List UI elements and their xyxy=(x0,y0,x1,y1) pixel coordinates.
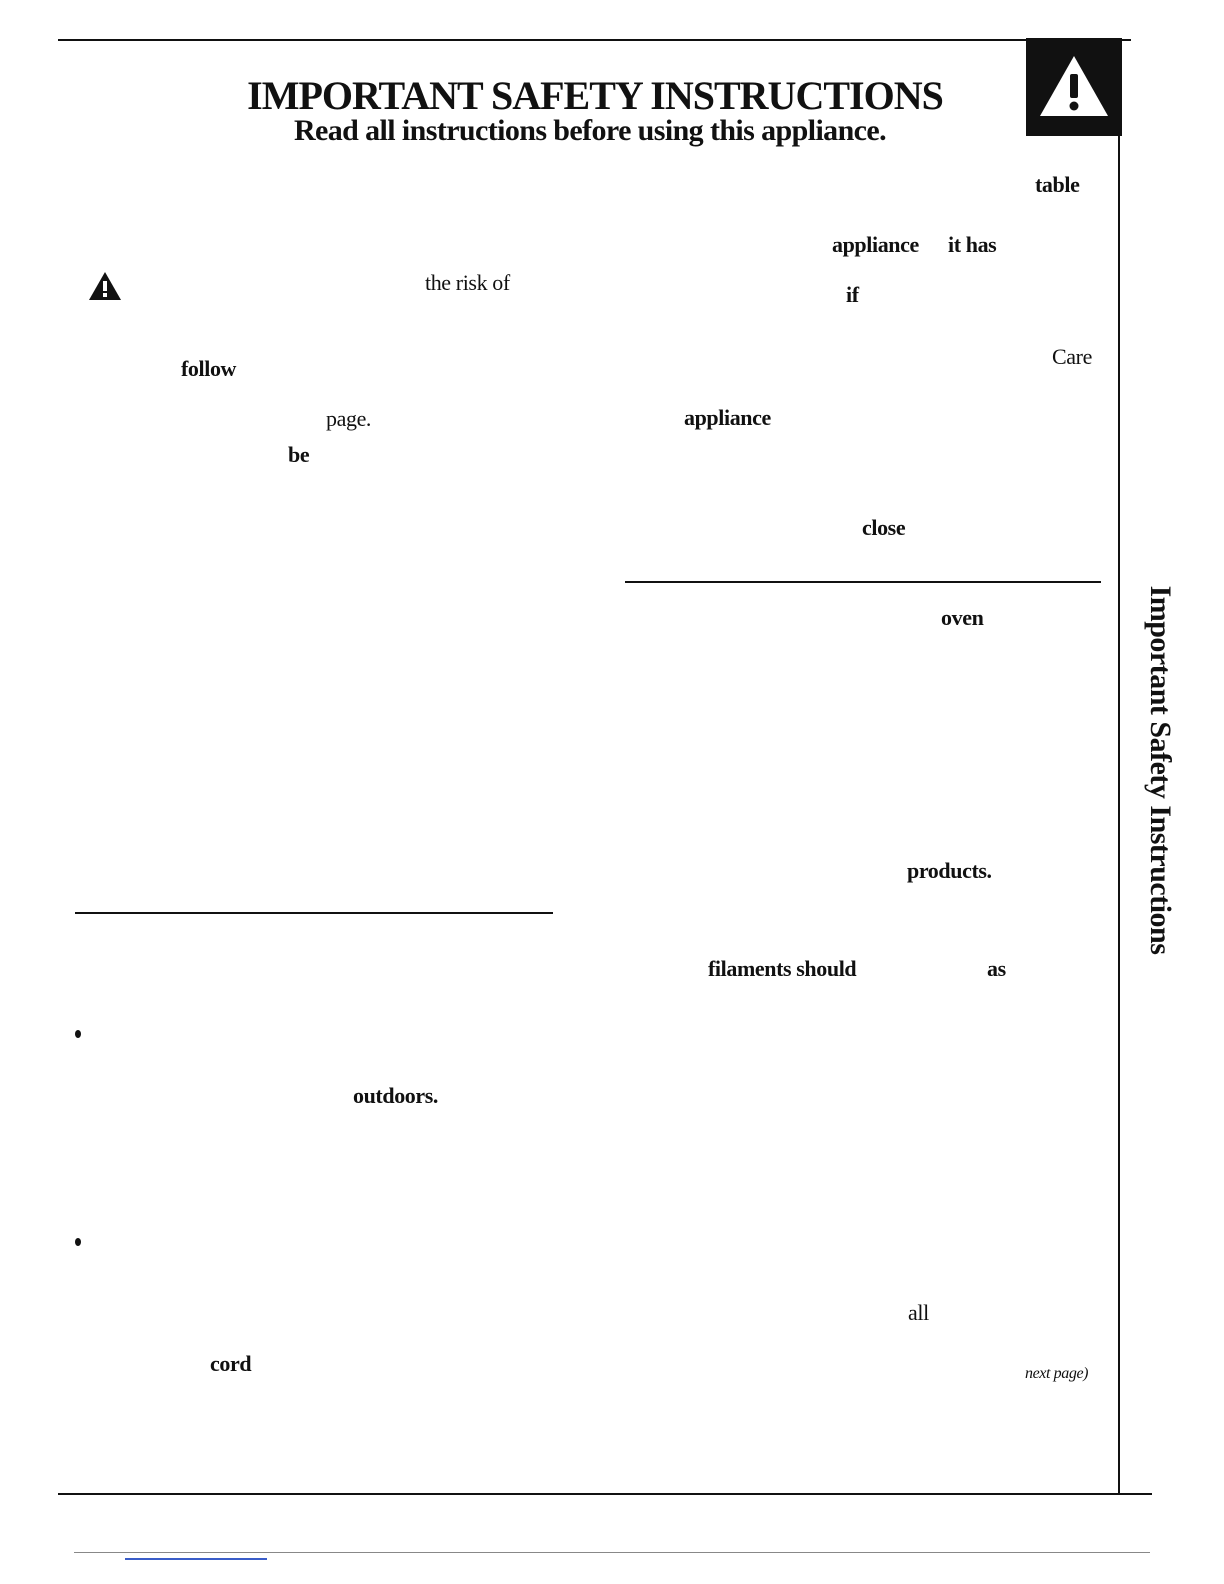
text-if: if xyxy=(846,282,859,307)
text-close: close xyxy=(862,515,906,540)
side-tab-label: Important Safety Instructions xyxy=(1144,585,1177,955)
right-frame-rule xyxy=(1118,136,1120,1494)
text-all: all xyxy=(908,1300,929,1325)
text-cord: cord xyxy=(210,1351,252,1376)
right-section-divider xyxy=(625,581,1101,583)
page-subtitle: Read all instructions before using this appliance. xyxy=(293,114,887,147)
text-appliance-1: appliance xyxy=(832,232,919,257)
left-section-divider xyxy=(75,912,553,914)
text-table: table xyxy=(1035,172,1080,197)
text-next-page: next page) xyxy=(1025,1365,1089,1382)
text-appliance-2: appliance xyxy=(684,405,771,430)
bottom-rule xyxy=(58,1493,1152,1495)
footer-link-underline[interactable] xyxy=(125,1558,267,1560)
text-as: as xyxy=(987,956,1006,981)
text-outdoors: outdoors. xyxy=(353,1083,439,1108)
text-follow: follow xyxy=(181,356,237,381)
warning-badge xyxy=(1026,38,1122,136)
text-the-risk-of: the risk of xyxy=(425,270,510,295)
text-filaments-should: filaments should xyxy=(708,956,857,981)
warning-triangle-icon xyxy=(1026,38,1122,136)
text-be: be xyxy=(288,442,310,467)
text-it-has: it has xyxy=(948,232,997,257)
footer-rule xyxy=(74,1552,1150,1553)
caution-triangle-icon xyxy=(88,271,122,301)
text-products: products. xyxy=(907,858,992,883)
bullet-2 xyxy=(75,1238,81,1246)
text-care: Care xyxy=(1052,344,1092,369)
top-rule xyxy=(58,39,1131,41)
page-title: IMPORTANT SAFETY INSTRUCTIONS xyxy=(247,73,943,118)
text-page: page. xyxy=(326,406,372,431)
text-oven: oven xyxy=(941,605,984,630)
bullet-1 xyxy=(75,1030,81,1038)
